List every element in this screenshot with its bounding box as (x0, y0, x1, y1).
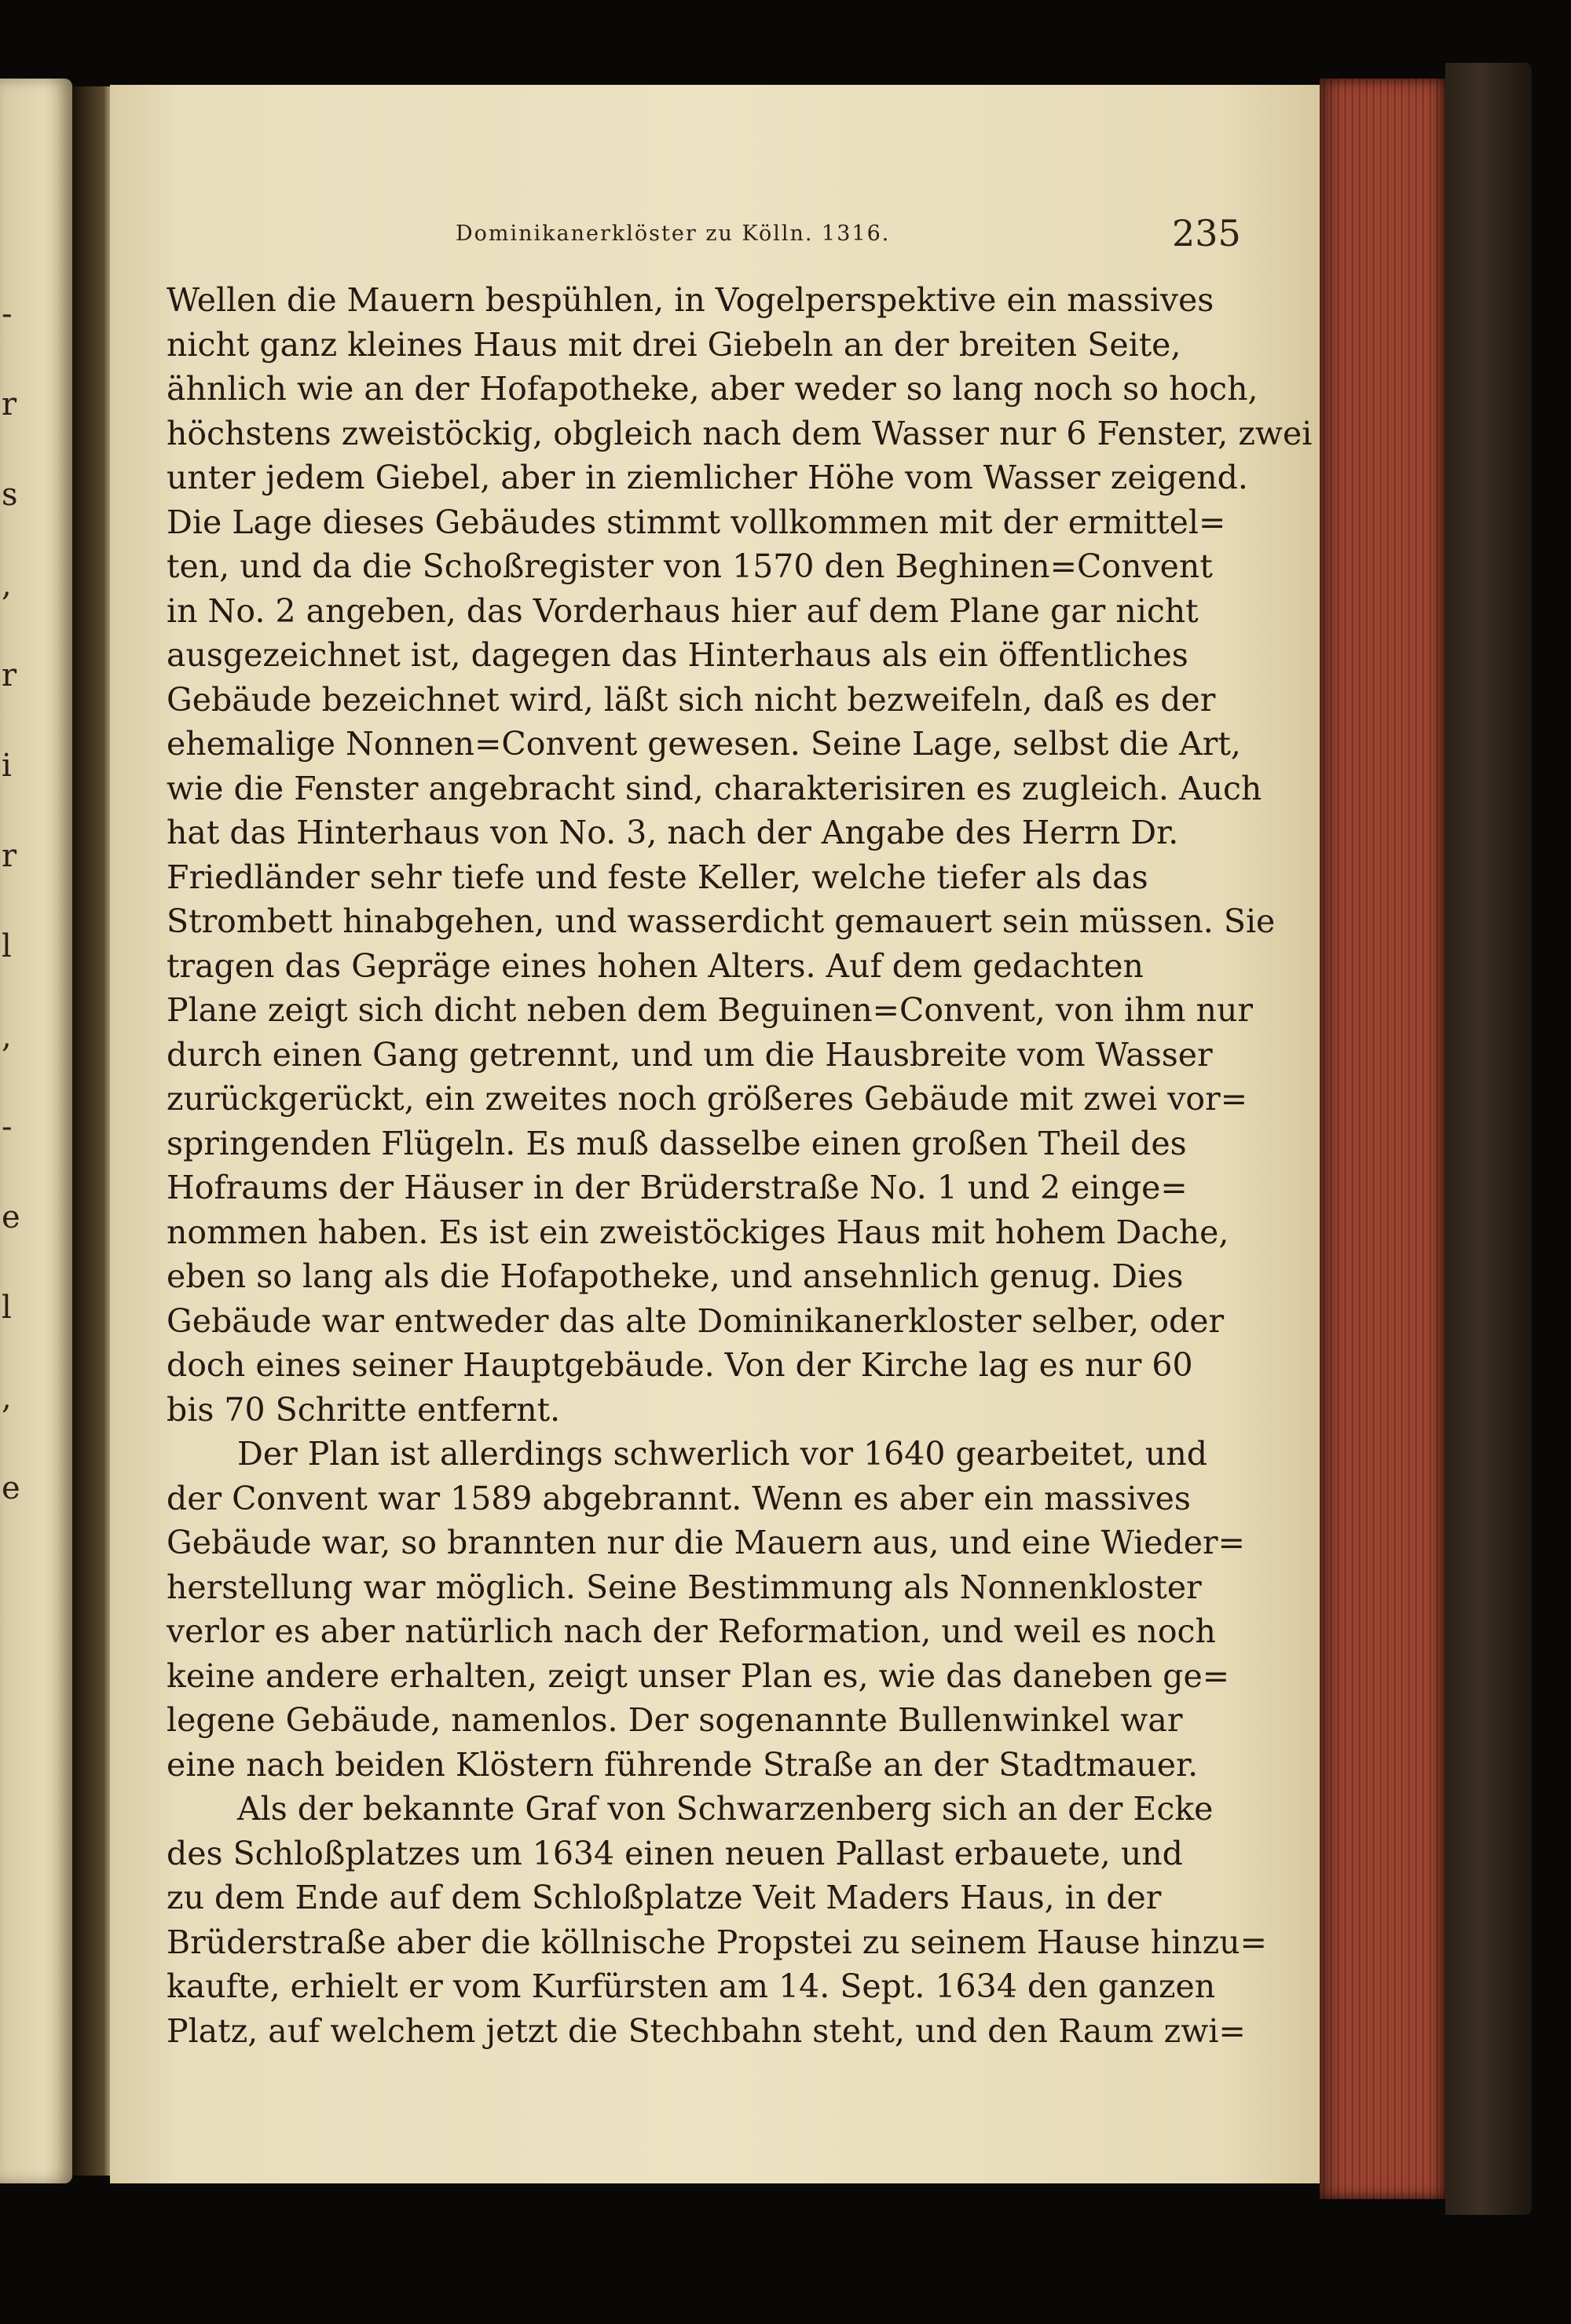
text-line: nicht ganz kleines Haus mit drei Giebeln an der breiten Seite, (167, 325, 1181, 364)
text-line: ähnlich wie an der Hofapotheke, aber weder so lang noch so hoch, (167, 370, 1258, 408)
text-line: zurückgerückt, ein zweites noch größeres Gebäude mit zwei vor= (167, 1080, 1248, 1118)
text-line: Friedländer sehr tiefe und feste Keller, welche tiefer als das (167, 858, 1148, 896)
left-page-fragment: r (2, 657, 17, 694)
body-text (167, 278, 1313, 2053)
left-page-fragment: - (2, 296, 13, 332)
text-line: Gebäude war, so brannten nur die Mauern aus, und eine Wieder= (167, 1524, 1245, 1561)
text-line: Strombett hinabgehen, und wasserdicht gemauert sein müssen. Sie (167, 902, 1276, 940)
left-page-fragment: , (2, 1019, 12, 1055)
text-line: tragen das Gepräge eines hohen Alters. Auf dem gedachten (167, 946, 1144, 985)
left-page-fragment: l (2, 928, 12, 964)
text-line: Brüderstraße aber die köllnische Propstei zu seinem Hause hinzu= (167, 1923, 1268, 1961)
text-line: eine nach beiden Klöstern führende Straße an der Stadtmauer. (167, 1745, 1199, 1784)
text-line: Platz, auf welchem jetzt die Stechbahn steht, und den Raum zwi= (167, 2011, 1246, 2050)
text-line: legene Gebäude, namenlos. Der sogenannte Bullenwinkel war (167, 1701, 1183, 1739)
left-page-fragment: r (2, 838, 17, 874)
text-line: Als der bekannte Graf von Schwarzenberg sich an der Ecke (237, 1790, 1214, 1828)
paragraph (167, 1787, 1268, 2053)
left-page-fragment: i (2, 748, 12, 784)
paragraph (167, 1432, 1245, 1787)
text-line: höchstens zweistöckig, obgleich nach dem Wasser nur 6 Fenster, zwei (167, 414, 1313, 452)
text-line: Gebäude war entweder das alte Dominikanerkloster selber, oder (167, 1301, 1225, 1340)
gutter-shadow (72, 86, 112, 2176)
text-line: kaufte, erhielt er vom Kurfürsten am 14. Sept. 1634 den ganzen (167, 1967, 1216, 2005)
left-page-fragment: r (2, 386, 17, 423)
text-line: in No. 2 angeben, das Vorderhaus hier auf dem Plane gar nicht (167, 591, 1199, 630)
text-line: hat das Hinterhaus von No. 3, nach der Angabe des Herrn Dr. (167, 814, 1179, 851)
left-page-fragment: , (2, 1380, 12, 1416)
text-line: Die Lage dieses Gebäudes stimmt vollkommen mit der ermittel= (167, 503, 1226, 541)
paragraph (167, 278, 1313, 1432)
text-line: keine andere erhalten, zeigt unser Plan es, wie das daneben ge= (167, 1656, 1230, 1695)
left-page-fragment: e (2, 1470, 20, 1506)
text-line: ausgezeichnet ist, dagegen das Hinterhaus als ein öffentliches (167, 636, 1188, 674)
left-page-fragment: - (2, 1109, 13, 1145)
text-line: springenden Flügeln. Es muß dasselbe einen großen Theil des (167, 1124, 1187, 1162)
page-fore-edge (1320, 79, 1445, 2199)
left-page-fragment: , (2, 567, 12, 603)
running-title: Dominikanerklöster zu Kölln. 1316. (456, 221, 891, 246)
left-page-fragment: l (2, 1290, 12, 1326)
text-line: durch einen Gang getrennt, und um die Hausbreite vom Wasser (167, 1035, 1213, 1074)
text-line: herstellung war möglich. Seine Bestimmung als Nonnenkloster (167, 1568, 1202, 1606)
text-line: Wellen die Mauern bespühlen, in Vogelperspektive ein massives (167, 281, 1214, 319)
running-head (110, 212, 1320, 259)
text-line: eben so lang als die Hofapotheke, und ansehnlich genug. Dies (167, 1257, 1184, 1295)
text-line: des Schloßplatzes um 1634 einen neuen Pallast erbauete, und (167, 1834, 1183, 1872)
page-number: 235 (1172, 212, 1241, 254)
text-line: der Convent war 1589 abgebrannt. Wenn es aber ein massives (167, 1479, 1191, 1517)
text-line: Plane zeigt sich dicht neben dem Beguinen=Convent, von ihm nur (167, 991, 1253, 1029)
text-line: doch eines seiner Hauptgebäude. Von der Kirche lag es nur 60 (167, 1346, 1193, 1384)
text-line: ten, und da die Schoßregister von 1570 den Beghinen=Convent (167, 547, 1213, 585)
text-line: wie die Fenster angebracht sind, charakterisiren es zugleich. Auch (167, 769, 1262, 807)
text-line: zu dem Ende auf dem Schloßplatze Veit Maders Haus, in der (167, 1879, 1162, 1916)
text-line: bis 70 Schritte entfernt. (167, 1390, 561, 1429)
text-line: Der Plan ist allerdings schwerlich vor 1640 gearbeitet, und (237, 1435, 1207, 1473)
left-page-fragment: e (2, 1199, 20, 1235)
text-line: unter jedem Giebel, aber in ziemlicher Höhe vom Wasser zeigend. (167, 459, 1248, 496)
book-cover-edge (1445, 63, 1532, 2215)
text-line: verlor es aber natürlich nach der Reformation, und weil es noch (167, 1612, 1216, 1650)
left-page-edge (0, 79, 72, 2183)
text-line: nommen haben. Es ist ein zweistöckiges Haus mit hohem Dache, (167, 1213, 1229, 1251)
left-page-fragment: s (2, 477, 18, 513)
text-line: Hofraums der Häuser in der Brüderstraße No. 1 und 2 einge= (167, 1169, 1188, 1206)
text-line: ehemalige Nonnen=Convent gewesen. Seine Lage, selbst die Art, (167, 725, 1241, 763)
text-line: Gebäude bezeichnet wird, läßt sich nicht bezweifeln, daß es der (167, 680, 1216, 719)
